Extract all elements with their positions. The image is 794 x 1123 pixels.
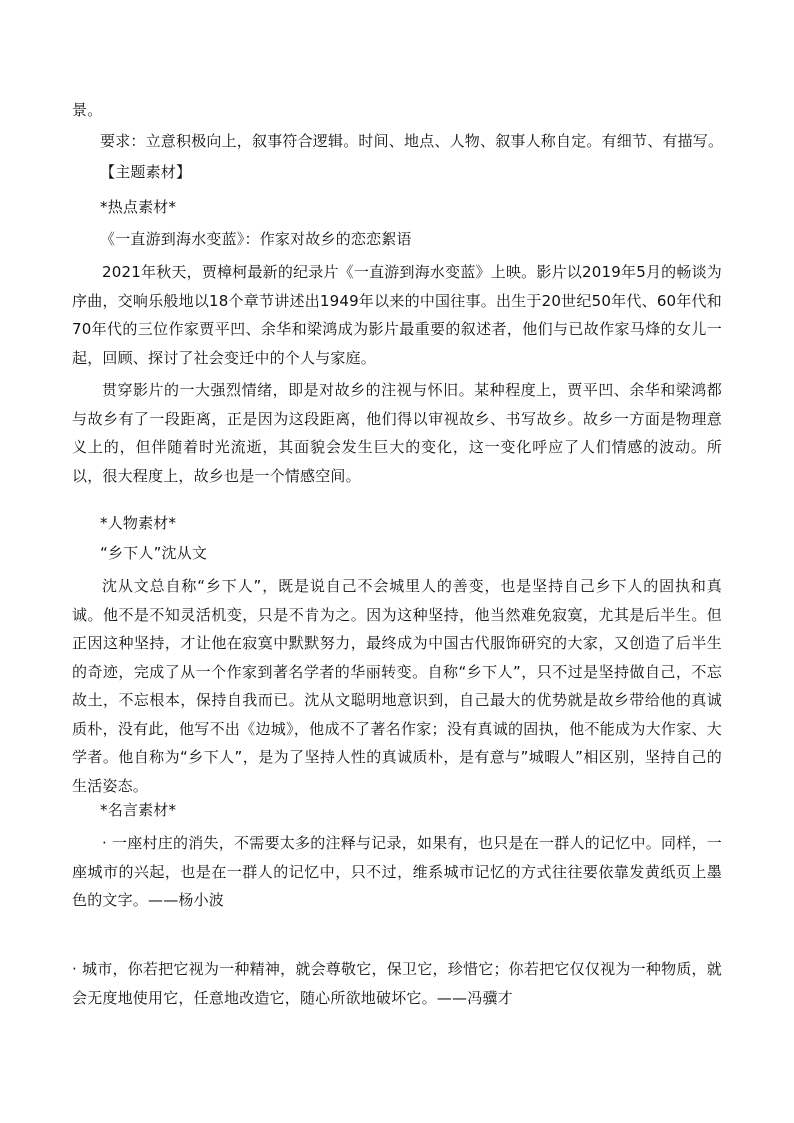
quote-material-heading: *名言素材*	[100, 801, 177, 819]
person-material-title: “乡下人”沈从文	[100, 544, 208, 562]
requirement-text: 要求：立意积极向上，叙事符合逻辑。时间、地点、人物、叙事人称自定。有细节、有描写。	[100, 132, 724, 150]
hot-material-title: 《一直游到海水变蓝》：作家对故乡的恋恋絮语	[100, 230, 412, 248]
hot-material-heading: *热点素材*	[100, 198, 177, 216]
fragment-text: 景。	[72, 101, 103, 119]
person-material-paragraph: 沈从文总自称“乡下人”，既是说自己不会城里人的善变，也是坚持自己乡下人的固执和真诚。他不是不知灵活机变，只是不肯为之。因为这种坚持，他当然难免寂寞，尤其是后半生。但正因这种坚持，才让他在寂寞中默默努力，最终成为中国古代服饰研究的大家，又创造了后半生的奇迹，完成了从一个作家到著名学者的华丽转变。自称“乡下人”，只不过是坚持做自己，不忘故土，不忘根本，保持自我而已。沈从文聪明地意识到，自己最大的优势就是故乡带给他的真诚质朴，没有此，他写不出《边城》，他成不了著名作家；没有真诚的固执，他不能成为大作家、大学者。他自称为“乡下人”，是为了坚持人性的真诚质朴，是有意与”城暇人”相区别，坚持自己的生活姿态。	[72, 577, 722, 795]
quote-item-1: · 一座村庄的消失，不需要太多的注释与记录，如果有，也只是在一群人的记忆中。同样，一座城市的兴起，也是在一群人的记忆中，只不过，维系城市记忆的方式往往要依靠发黄纸页上墨色的文字。——杨小波	[72, 834, 722, 909]
quote-item-2: · 城市，你若把它视为一种精神，就会尊敬它，保卫它，珍惜它；你若把它仅仅视为一种物质，就会无度地使用它，任意地改造它，随心所欲地破坏它。——冯骥才	[72, 960, 722, 1007]
section-title: 【主题素材】	[100, 163, 192, 181]
person-material-heading: *人物素材*	[100, 514, 177, 532]
hot-material-paragraph-2: 贯穿影片的一大强烈情绪，即是对故乡的注视与怀旧。某种程度上，贾平凹、余华和梁鸿都与故乡有了一段距离，正是因为这段距离，他们得以审视故乡、书写故乡。故乡一方面是物理意义上的，但伴随着时光流逝，其面貌会发生巨大的变化，这一变化呼应了人们情感的波动。所以，很大程度上，故乡也是一个情感空间。	[72, 381, 722, 485]
hot-material-paragraph-1: 2021年秋天，贾樟柯最新的纪录片《一直游到海水变蓝》上映。影片以2019年5月的畅谈为序曲，交响乐般地以18个章节讲述出1949年以来的中国往事。出生于20世纪50年代、60年代和70年代的三位作家贾平凹、余华和梁鸿成为影片最重要的叙述者，他们与已故作家马烽的女儿一起，回顾、探讨了社会变迁中的个人与家庭。	[72, 263, 722, 367]
